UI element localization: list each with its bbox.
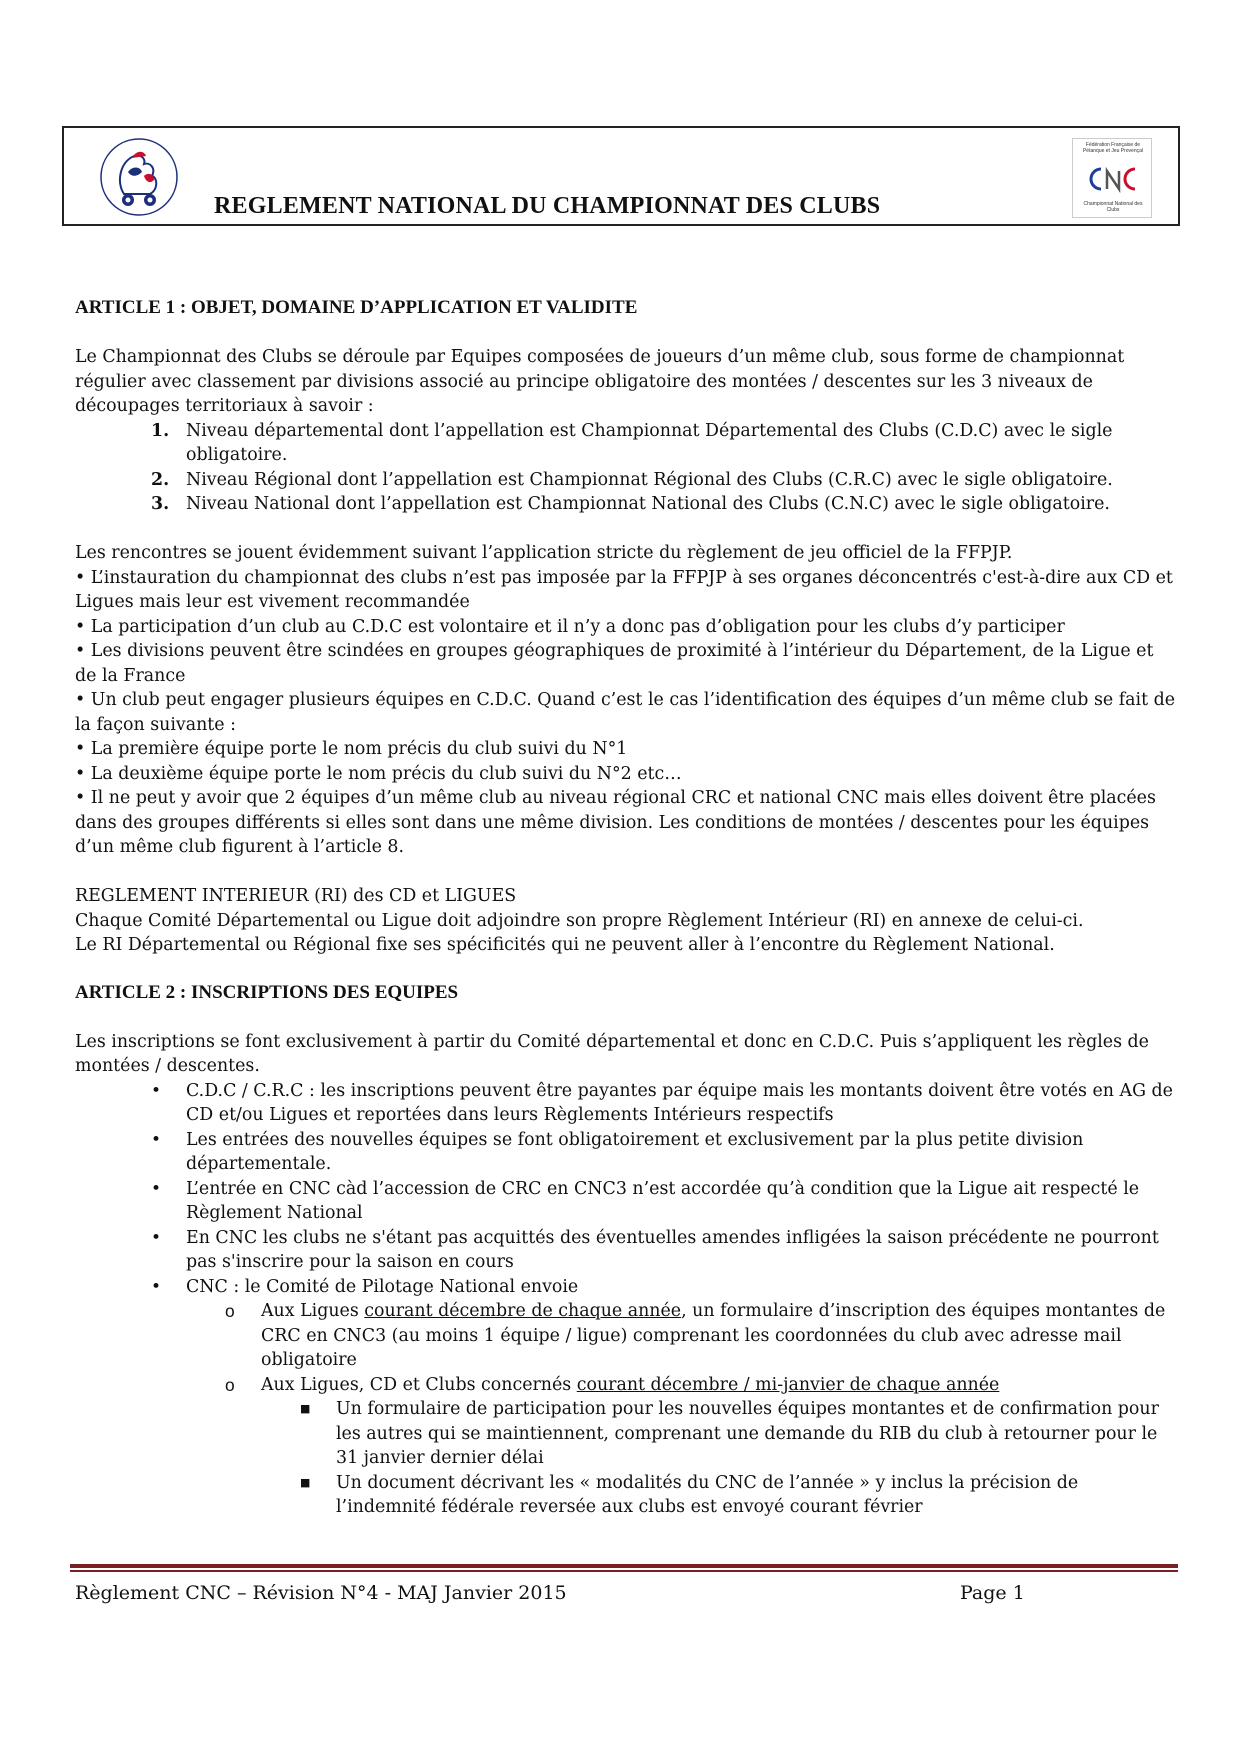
rule-bullet: • La deuxième équipe porte le nom précis du club suivi du N°2 etc… bbox=[75, 763, 682, 784]
ri-text: Chaque Comité Départemental ou Ligue doit adjoindre son propre Règlement Intérieur (RI) en annexe de celui-ci. bbox=[75, 910, 1084, 931]
cnc-letters-icon bbox=[1083, 159, 1143, 199]
document-body bbox=[75, 296, 1175, 1520]
ri-text: Le RI Départemental ou Régional fixe ses spécificités qui ne peuvent aller à l’encontre du Règlement National. bbox=[75, 935, 1055, 955]
list-item: • En CNC les clubs ne s'étant pas acquittés des éventuelles amendes infligées la saison précédente ne pourront pas s'inscrire pour la saison en cours bbox=[151, 1227, 1159, 1272]
rule-bullet: • La participation d’un club au C.D.C est volontaire et il n’y a donc pas d’obligation pour les clubs d’y participer bbox=[75, 616, 1065, 637]
cnc-logo-top-text: Fédération Française de Pétanque et Jeu Provençal bbox=[1082, 142, 1144, 154]
document-title: REGLEMENT NATIONAL DU CHAMPIONNAT DES CLUBS bbox=[214, 193, 881, 219]
ffpjp-logo bbox=[94, 132, 184, 222]
rule-bullet: • Les divisions peuvent être scindées en groupes géographiques de proximité à l’intérieur du Département, de la Ligue et de la France bbox=[75, 641, 1154, 686]
level-item: 1. Niveau départemental dont l’appellation est Championnat Départemental des Clubs (C.D.C) avec le sigle obligatoire. bbox=[151, 420, 1113, 465]
article2-heading: ARTICLE 2 : INSCRIPTIONS DES EQUIPES bbox=[75, 981, 459, 1003]
article1-intro: Le Championnat des Clubs se déroule par Equipes composées de joueurs d’un même club, sous forme de championnat régulier avec classement par divisions associé au principe obligatoire des montées / descentes sur les 3 niveaux de découpages territoriaux à savoir : bbox=[75, 347, 1125, 416]
document-header bbox=[62, 126, 1180, 226]
level-item: 2. Niveau Régional dont l’appellation est Championnat Régional des Clubs (C.R.C) avec le sigle obligatoire. bbox=[151, 469, 1113, 490]
cnc-logo-bottom-text: Championnat National des Clubs bbox=[1083, 201, 1143, 213]
article1-heading: ARTICLE 1 : OBJET, DOMAINE D’APPLICATION ET VALIDITE bbox=[75, 297, 638, 318]
sub-sub-list-item: ■ Un formulaire de participation pour les nouvelles équipes montantes et de confirmation pour les autres qui se maintiennent, comprenant une demande du RIB du club à retourner pour le 31 janvier dernier délai bbox=[300, 1399, 1159, 1468]
cnc-logo bbox=[1072, 138, 1152, 218]
sub-list-item: o Aux Ligues courant décembre de chaque année, un formulaire d’inscription des équipes montantes de CRC en CNC3 (au moins 1 équipe / ligue) comprenant les coordonnées du club avec adresse mail obligatoire bbox=[225, 1301, 1166, 1370]
level-item: 3. Niveau National dont l’appellation est Championnat National des Clubs (C.N.C) avec le sigle obligatoire. bbox=[151, 494, 1110, 514]
sub-sub-list-item: ■ Un document décrivant les « modalités du CNC de l’année » y inclus la précision de l’indemnité fédérale reversée aux clubs est envoyé courant février bbox=[300, 1472, 1079, 1517]
list-item: • L’entrée en CNC càd l’accession de CRC en CNC3 n’est accordée qu’à condition que la Ligue ait respecté le Règlement National bbox=[151, 1178, 1140, 1223]
rule-bullet: • L’instauration du championnat des clubs n’est pas imposée par la FFPJP à ses organes déconcentrés c'est-à-dire aux CD et Ligues mais leur est vivement recommandée bbox=[75, 567, 1173, 612]
footer-divider-thin bbox=[70, 1570, 1178, 1572]
footer-revision: Règlement CNC – Révision N°4 - MAJ Janvier 2015 bbox=[75, 1582, 567, 1604]
footer-divider bbox=[70, 1564, 1178, 1568]
rule-bullet: • Il ne peut y avoir que 2 équipes d’un même club au niveau régional CRC et national CNC mais elles doivent être placées dans des groupes différents si elles sont dans une même division. Les conditions de montées / descentes pour les équipes d’un même club figurent à l’article 8. bbox=[75, 788, 1156, 857]
rules-intro: Les rencontres se jouent évidemment suivant l’application stricte du règlement de jeu officiel de la FFPJP. bbox=[75, 543, 1013, 563]
list-item: • Les entrées des nouvelles équipes se font obligatoirement et exclusivement par la plus petite division départementale. bbox=[151, 1129, 1084, 1174]
rule-bullet: • Un club peut engager plusieurs équipes en C.D.C. Quand c’est le cas l’identification des équipes d’un même club se fait de la façon suivante : bbox=[75, 690, 1176, 735]
article2-intro: Les inscriptions se font exclusivement à partir du Comité départemental et donc en C.D.C. Puis s’appliquent les règles de montées / descentes. bbox=[75, 1031, 1149, 1076]
rule-bullet: • La première équipe porte le nom précis du club suivi du N°1 bbox=[75, 739, 628, 759]
list-item: • C.D.C / C.R.C : les inscriptions peuvent être payantes par équipe mais les montants doivent être votés en AG de CD et/ou Ligues et reportées dans leurs Règlements Intérieurs respectifs bbox=[151, 1080, 1173, 1125]
ri-title: REGLEMENT INTERIEUR (RI) des CD et LIGUES bbox=[75, 886, 517, 906]
sub-list-item: o Aux Ligues, CD et Clubs concernés courant décembre / mi-janvier de chaque année bbox=[225, 1374, 1000, 1395]
page-number: Page 1 bbox=[960, 1582, 1025, 1604]
list-item: • CNC : le Comité de Pilotage National envoie bbox=[151, 1276, 579, 1297]
